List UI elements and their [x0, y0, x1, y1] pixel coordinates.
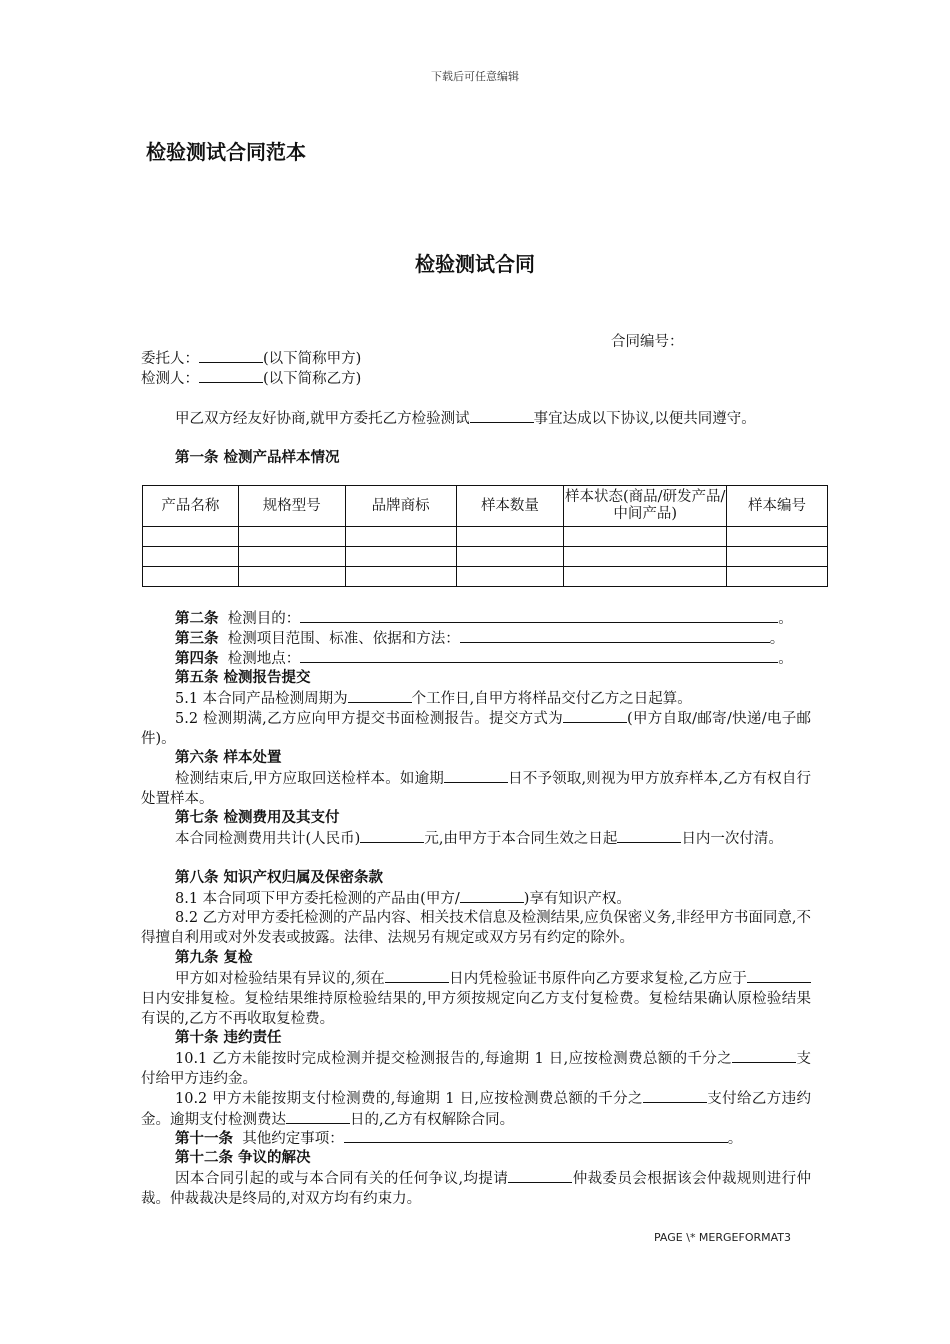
article-7-text-c: 日内一次付清。 — [681, 831, 783, 847]
table-cell — [727, 547, 828, 567]
article-1-title: 第一条 检测产品样本情况 — [175, 449, 340, 466]
table-cell — [564, 547, 727, 567]
blank-underline — [444, 768, 508, 783]
article-5-title: 第五条 检测报告提交 — [175, 669, 311, 686]
table-header-cell: 规格型号 — [238, 486, 345, 527]
article-12-text-a: 因本合同引起的或与本合同有关的任何争议,均提请 — [175, 1171, 509, 1187]
client-suffix: (以下简称甲方) — [263, 351, 362, 367]
article-2 — [175, 608, 793, 629]
tester-label: 检测人： — [141, 371, 199, 387]
table-cell — [238, 547, 345, 567]
blank-underline — [563, 708, 627, 723]
end-mark: 。 — [778, 651, 793, 667]
article-12-body — [141, 1168, 811, 1209]
table-cell — [727, 567, 828, 587]
sample-table — [142, 485, 828, 587]
article-8-title: 第八条 知识产权归属及保密条款 — [175, 869, 384, 886]
article-9-text-b: 日内凭检验证书原件向乙方要求复检,乙方应于 — [448, 971, 747, 987]
article-2-text: 检测目的： — [227, 611, 301, 627]
contract-number-label: 合同编号： — [611, 334, 684, 350]
section-8-1-text-b: )享有知识产权。 — [523, 891, 631, 907]
page-footer: PAGE \* MERGEFORMAT3 — [654, 1231, 792, 1244]
article-9-title: 第九条 复检 — [175, 949, 253, 966]
section-10-2 — [141, 1088, 811, 1130]
blank-underline — [360, 828, 424, 843]
section-5-2 — [141, 708, 811, 749]
tester-line — [141, 368, 361, 389]
table-header-cell: 品牌商标 — [345, 486, 456, 527]
section-8-1 — [141, 888, 811, 909]
article-11-title: 第十一条 — [175, 1130, 233, 1147]
section-10-2-text-c: 日的,乙方有权解除合同。 — [350, 1112, 515, 1128]
article-6-text-a: 检测结束后,甲方应取回送检样本。如逾期 — [175, 771, 444, 787]
header-note: 下载后可任意编辑 — [431, 70, 519, 83]
blank-underline — [300, 648, 778, 663]
article-4-text: 检测地点： — [227, 651, 301, 667]
section-10-1-text-a: 10.1 乙方未能按时完成检测并提交检测报告的,每逾期 1 日,应按检测费总额的千分之 — [175, 1051, 733, 1067]
table-row — [143, 547, 828, 567]
article-9-text-c: 日内安排复检。复检结果维持原检验结果的,甲方须按规定向乙方支付复检费。复检结果确认原检验结果有误的,乙方不再收取复检费。 — [141, 991, 811, 1027]
article-4 — [175, 648, 793, 669]
table-row — [143, 527, 828, 547]
section-5-1-text-a: 5.1 本合同产品检测周期为 — [175, 691, 348, 707]
table-cell — [143, 527, 239, 547]
blank-underline — [747, 968, 811, 983]
table-header-cell: 样本状态(商品/研发产品/中间产品) — [564, 486, 727, 527]
blank-underline — [348, 688, 412, 703]
section-5-1 — [141, 688, 811, 709]
tester-suffix: (以下简称乙方) — [263, 371, 362, 387]
article-6-text-b: 日不予领取,则视为甲方放弃样本,乙方有权自行处置样本。 — [141, 771, 812, 807]
table-cell — [143, 567, 239, 587]
blank-underline — [344, 1128, 728, 1143]
blank-underline — [470, 408, 534, 423]
section-8-1-text-a: 8.1 本合同项下甲方委托检测的产品由(甲方/ — [175, 891, 460, 907]
blank-underline — [460, 628, 770, 643]
article-7-text-b: 元,由甲方于本合同生效之日起 — [424, 831, 618, 847]
blank-underline — [732, 1048, 796, 1063]
section-5-1-text-b: 个工作日,自甲方将样品交付乙方之日起算。 — [411, 691, 692, 707]
client-line — [141, 348, 361, 369]
intro-paragraph — [141, 408, 811, 429]
article-7-body — [141, 828, 811, 849]
end-mark: 。 — [769, 631, 785, 647]
blank-underline — [300, 608, 778, 623]
article-6-title: 第六条 样本处置 — [175, 749, 282, 766]
article-4-title: 第四条 — [175, 650, 219, 667]
contract-title: 检验测试合同 — [415, 252, 535, 276]
intro-text-b: 事宜达成以下协议,以便共同遵守。 — [533, 411, 756, 427]
table-header-cell: 产品名称 — [143, 486, 239, 527]
article-10-title: 第十条 违约责任 — [175, 1029, 282, 1046]
table-cell — [345, 547, 456, 567]
table-header-row — [143, 486, 828, 527]
section-10-1 — [141, 1048, 811, 1089]
article-7-text-a: 本合同检测费用共计(人民币) — [175, 831, 361, 847]
blank-underline — [643, 1088, 707, 1103]
table-cell — [345, 567, 456, 587]
table-cell — [456, 547, 564, 567]
section-5-2-text-a: 5.2 检测期满,乙方应向甲方提交书面检测报告。提交方式为 — [175, 711, 564, 727]
article-6-body — [141, 768, 811, 809]
blank-underline — [508, 1168, 572, 1183]
article-3-title: 第三条 — [175, 630, 219, 647]
blank-underline — [199, 368, 263, 383]
section-5-2-text-b: (甲方自取/邮寄/快递/电子邮件)。 — [141, 711, 811, 747]
table-cell — [238, 567, 345, 587]
intro-text-a: 甲乙双方经友好协商,就甲方委托乙方检验测试 — [175, 411, 470, 427]
client-label: 委托人： — [141, 351, 199, 367]
article-12-text-b: 仲裁委员会根据该会仲裁规则进行仲裁。仲裁裁决是终局的,对双方均有约束力。 — [141, 1171, 812, 1207]
section-10-2-text-a: 10.2 甲方未能按期支付检测费的,每逾期 1 日,应按检测费总额的千分之 — [175, 1091, 643, 1107]
table-cell — [564, 567, 727, 587]
article-3-text: 检测项目范围、标准、依据和方法： — [227, 631, 460, 647]
blank-underline — [460, 888, 524, 903]
article-9-text-a: 甲方如对检验结果有异议的,须在 — [175, 971, 385, 987]
document-title: 检验测试合同范本 — [146, 140, 306, 164]
table-header-cell: 样本编号 — [727, 486, 828, 527]
table-row — [143, 567, 828, 587]
article-11-text: 其他约定事项： — [242, 1131, 344, 1147]
article-3 — [175, 628, 784, 649]
article-11 — [175, 1128, 742, 1149]
section-8-2: 8.2 乙方对甲方委托检测的产品内容、相关技术信息及检测结果,应负保密义务,非经甲方书面同意,不得擅自利用或对外发表或披露。法律、法规另有规定或双方另有约定的除外。 — [141, 910, 811, 946]
blank-underline — [199, 348, 263, 363]
blank-underline — [617, 828, 681, 843]
table-cell — [238, 527, 345, 547]
end-mark: 。 — [727, 1131, 743, 1147]
end-mark: 。 — [778, 611, 793, 627]
table-cell — [456, 527, 564, 547]
section-10-1-text-b: 支付给甲方违约金。 — [141, 1051, 811, 1087]
table-cell — [345, 527, 456, 547]
table-header-cell: 样本数量 — [456, 486, 564, 527]
table-cell — [727, 527, 828, 547]
table-cell — [456, 567, 564, 587]
table-cell — [143, 547, 239, 567]
article-2-title: 第二条 — [175, 610, 219, 627]
section-10-2-text-b: 支付给乙方违约金。逾期支付检测费达 — [141, 1091, 811, 1128]
table-cell — [564, 527, 727, 547]
article-9-body — [141, 968, 811, 1029]
blank-underline — [385, 968, 449, 983]
article-12-title: 第十二条 争议的解决 — [175, 1149, 311, 1166]
article-7-title: 第七条 检测费用及其支付 — [175, 809, 340, 826]
blank-underline — [286, 1109, 350, 1124]
